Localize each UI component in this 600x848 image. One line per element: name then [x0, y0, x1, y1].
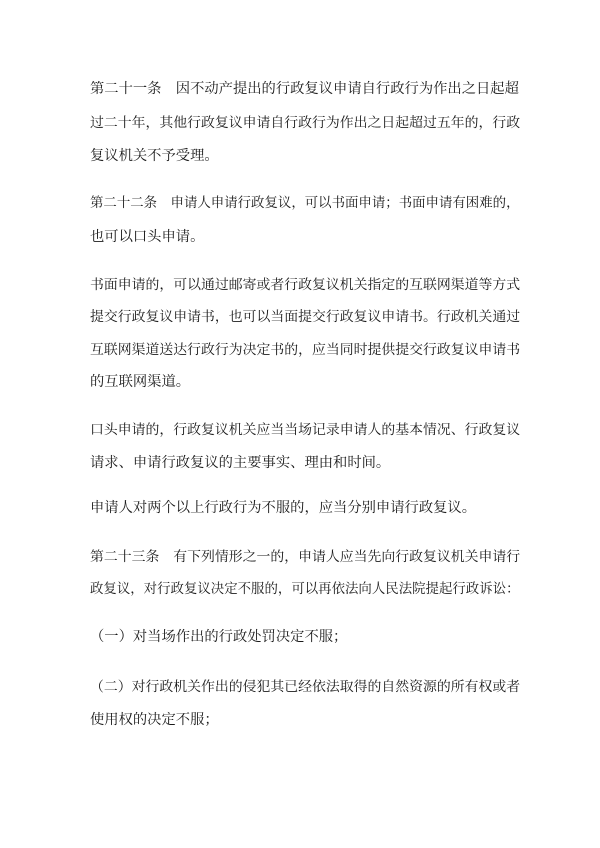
article-22-line-2: 也可以口头申请。 [90, 229, 205, 245]
multiple-acts-line-1: 申请人对两个以上行政行为不服的，应当分别申请行政复议。 [90, 500, 477, 516]
written-application-line-4: 的互联网渠道。 [90, 374, 191, 390]
article-23-item-1: （一）对当场作出的行政处罚决定不服； [90, 629, 348, 645]
written-application-line-2: 提交行政复议申请书，也可以当面提交行政复议申请书。行政机关通过 [90, 309, 521, 325]
article-21-line-3: 复议机关不予受理。 [90, 148, 219, 164]
written-application-line-3: 互联网渠道送达行政行为决定书的，应当同时提供提交行政复议申请书 [90, 342, 521, 358]
article-23-line-1: 第二十三条 有下列情形之一的，申请人应当先向行政复议机关申请行 [90, 549, 521, 565]
article-23-item-2-line-2: 使用权的决定不服； [90, 712, 219, 728]
article-21-line-1: 第二十一条 因不动产提出的行政复议申请自行政行为作出之日起超 [90, 81, 519, 97]
article-21-line-2: 过二十年，其他行政复议申请自行政行为作出之日起超过五年的，行政 [90, 115, 521, 131]
article-23-line-2: 政复议，对行政复议决定不服的，可以再依法向人民法院提起行政诉讼： [90, 582, 520, 597]
oral-application-line-2: 请求、申请行政复议的主要事实、理由和时间。 [90, 455, 391, 471]
article-23-item-2-line-1: （二）对行政机关作出的侵犯其已经依法取得的自然资源的所有权或者 [90, 679, 521, 695]
oral-application-line-1: 口头申请的，行政复议机关应当当场记录申请人的基本情况、行政复议 [90, 422, 521, 438]
written-application-line-1: 书面申请的，可以通过邮寄或者行政复议机关指定的互联网渠道等方式 [90, 277, 521, 293]
article-22-line-1: 第二十二条 申请人申请行政复议，可以书面申请；书面申请有困难的， [90, 196, 520, 211]
